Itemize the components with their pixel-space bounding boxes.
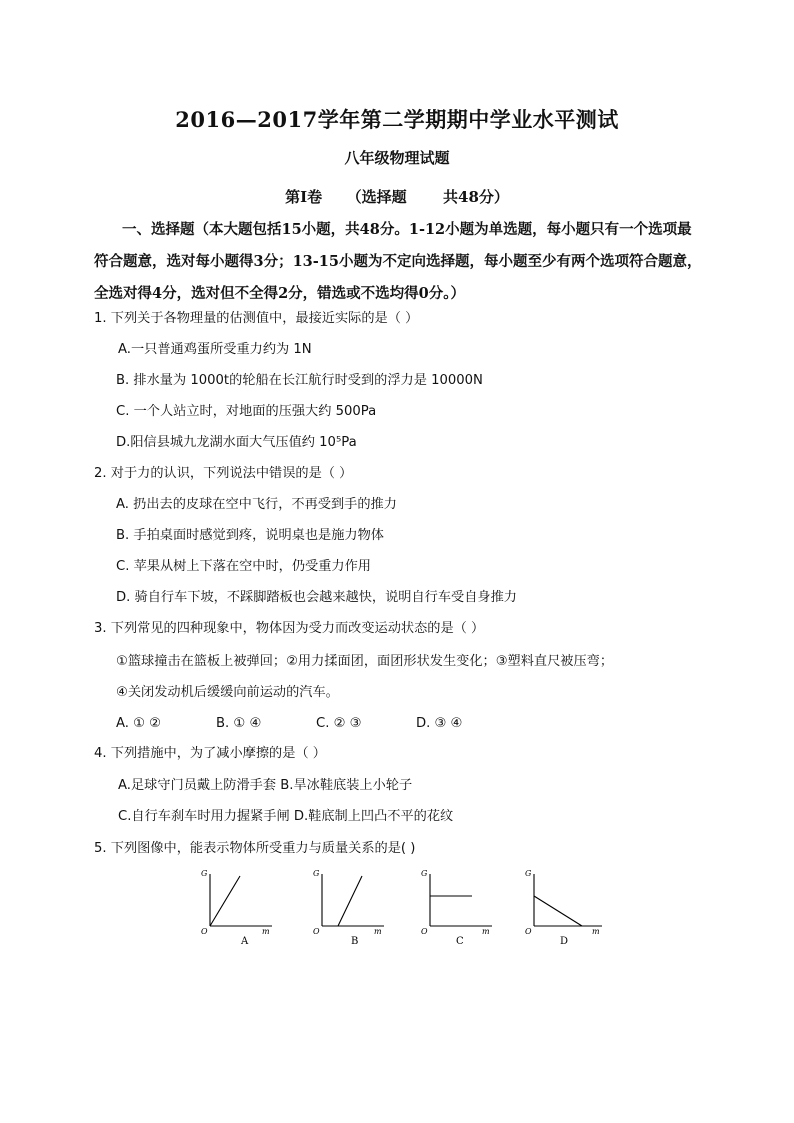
question-2-option-d: D. 骑自行车下坡，不踩脚踏板也会越来越快，说明自行车受自身推力 [116, 590, 517, 605]
section-instructions: 一、选择题（本大题包括15小题，共48分。1-12小题为单选题，每小题只有一个选项最符合题意，选对每小题得3分；13-15小题为不定向选择题，每小题至少有两个选项符合题意，全选对得4分，选对但不全得2分，错选或不选均得0分。） [94, 221, 702, 302]
question-2-option-c: C. 苹果从树上下落在空中时，仍受重力作用 [116, 559, 371, 574]
question-5-graphs [196, 866, 616, 950]
graph-b-caption: B [351, 936, 359, 947]
graph-d-origin: O [525, 927, 532, 936]
graph-a [198, 866, 278, 950]
exam-title: 2016—2017学年第二学期期中学业水平测试 [175, 107, 619, 132]
graph-d-line [534, 896, 582, 926]
graph-c [418, 866, 498, 950]
graph-c-x-label: m [482, 927, 490, 936]
question-2-option-b: B. 手拍桌面时感觉到疼，说明桌也是施力物体 [116, 528, 384, 543]
question-1-option-b: B. 排水量为 1000t的轮船在长江航行时受到的浮力是 10000N [116, 373, 483, 388]
graph-b-x-label: m [374, 927, 382, 936]
graph-c-caption: C [456, 936, 464, 947]
graph-a-x-label: m [262, 927, 270, 936]
graph-c-origin: O [421, 927, 428, 936]
graph-d-x-label: m [592, 927, 600, 936]
exam-subtitle: 八年级物理试题 [344, 149, 450, 167]
graph-d-y-label: G [525, 869, 532, 878]
graph-a-line [210, 876, 240, 926]
graph-c-y-label: G [421, 869, 428, 878]
question-2-option-a: A. 扔出去的皮球在空中飞行，不再受到手的推力 [116, 497, 397, 512]
question-4-options-row-2: C.自行车刹车时用力握紧手闸 D.鞋底制上凹凸不平的花纹 [118, 809, 454, 824]
question-3-choice-d: D. ③ ④ [416, 716, 463, 731]
graph-a-caption: A [241, 936, 249, 947]
section-type: （选择题 [346, 188, 407, 206]
question-1-option-a: A.一只普通鸡蛋所受重力约为 1N [118, 342, 312, 357]
graph-b-line [338, 876, 362, 926]
graph-a-origin: O [201, 927, 208, 936]
graph-d [522, 866, 612, 950]
question-3-line-2: ④关闭发动机后缓缓向前运动的汽车。 [116, 685, 339, 700]
question-3-choices [116, 715, 516, 733]
graph-b [310, 866, 390, 950]
question-4-options-row-1: A.足球守门员戴上防滑手套 B.旱冰鞋底装上小轮子 [118, 778, 413, 793]
question-3-stem: 3. 下列常见的四种现象中，物体因为受力而改变运动状态的是（ ） [94, 621, 485, 636]
question-1-option-d: D.阳信县城九龙湖水面大气压值约 10⁵Pa [116, 435, 357, 450]
question-1-stem: 1. 下列关于各物理量的估测值中，最接近实际的是（ ） [94, 311, 419, 326]
question-3-choice-a: A. ① ② [116, 716, 162, 731]
section-score: 共48分） [443, 188, 509, 206]
question-4-stem: 4. 下列措施中，为了减小摩擦的是（ ） [94, 746, 326, 761]
section-volume: 第Ⅰ卷 [285, 188, 323, 206]
question-3-line-1: ①篮球撞击在篮板上被弹回；②用力揉面团，面团形状发生变化；③塑料直尺被压弯； [116, 654, 614, 669]
graph-d-caption: D [560, 936, 569, 947]
graph-b-y-label: G [313, 869, 320, 878]
graph-b-origin: O [313, 927, 320, 936]
question-3-choice-b: B. ① ④ [216, 716, 262, 731]
graph-a-y-label: G [201, 869, 208, 878]
question-2-stem: 2. 对于力的认识，下列说法中错误的是（ ） [94, 466, 353, 481]
question-3-choice-c: C. ② ③ [316, 716, 362, 731]
question-5-stem: 5. 下列图像中，能表示物体所受重力与质量关系的是( ) [94, 841, 416, 856]
question-1-option-c: C. 一个人站立时，对地面的压强大约 500Pa [116, 404, 377, 419]
section-heading [0, 186, 794, 207]
